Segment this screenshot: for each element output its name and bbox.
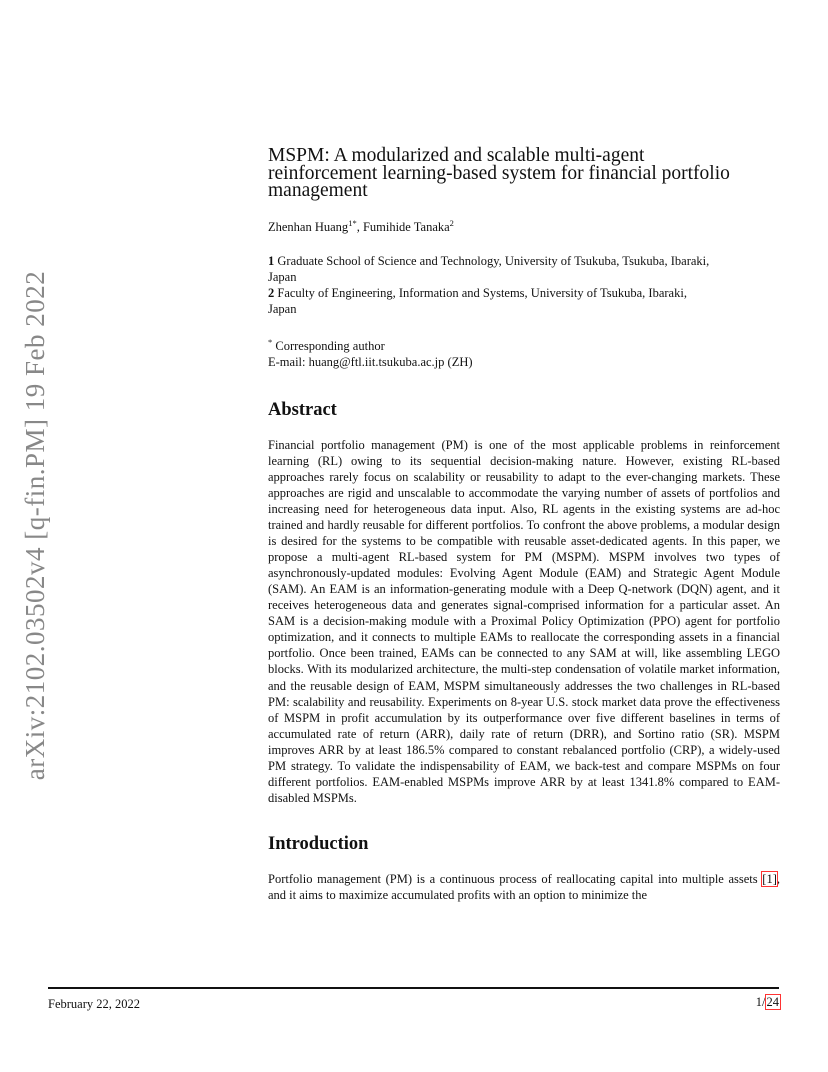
author-name: Zhenhan Huang: [268, 219, 349, 234]
corresponding-mark: *: [268, 336, 273, 347]
introduction-heading: Introduction: [268, 833, 369, 854]
arxiv-identifier-text: arXiv:2102.03502v4 [q-fin.PM] 19 Feb 2022: [20, 270, 51, 780]
affiliation-item: [268, 285, 780, 317]
corresponding-author-note: [268, 334, 780, 354]
affiliation-text-continued: Japan: [268, 301, 297, 316]
page-content: [268, 147, 780, 915]
affiliation-number: 1: [268, 253, 275, 268]
author-name: Fumihide Tanaka: [362, 219, 450, 234]
introduction-text: Portfolio management (PM) is a continuous process of reallocating capital into multiple assets: [268, 871, 763, 886]
author-affiliation-mark: 1*: [348, 217, 357, 228]
affiliation-item: [268, 253, 780, 285]
paper-title: [268, 147, 780, 200]
author-list: [268, 218, 780, 235]
corresponding-email: E-mail: huang@ftl.iit.tsukuba.ac.jp (ZH): [268, 354, 473, 369]
footer-divider: [48, 987, 779, 989]
author-separator: ,: [356, 219, 363, 234]
arxiv-identifier: [16, 265, 56, 785]
title-line-3: management: [268, 180, 368, 201]
affiliation-number: 2: [268, 285, 275, 300]
page-current: 1/: [755, 995, 766, 1009]
abstract-body: Financial portfolio management (PM) is one of the most applicable problems in reinforcement learning (RL) owing to its sequential decision-making nature. However, existing RL-based approaches rarely focus on scalability or reusability to adapt to the ever-changing markets. These approaches are rigid and unscalable to accommodate the varying number of assets of portfolios and increasing need for heterogeneous data input. Also, RL agents in the existing systems are ad-hoc trained and hardly reusable for different portfolios. To confront the above problems, a modular design is desired for the systems to be compatible with reusable asset-dedicated agents. In this paper, we propose a multi-agent RL-based system for PM (MSPM). MSPM involves two types of asynchronously-updated modules: Evolving Agent Module (EAM) and Strategic Agent Module (SAM). An EAM is an information-generating module with a Deep Q-network (DQN) agent, and it receives heterogeneous data and generates signal-comprised information for a particular asset. An SAM is a decision-making module with a Proximal Policy Optimization (PPO) agent for portfolio optimization, and it connects to multiple EAMs to reallocate the corresponding assets in a financial portfolio. Once been trained, EAMs can be connected to any SAM at will, like assembling LEGO blocks. With its modularized architecture, the multi-step condensation of volatile market information, and the reusable design of EAM, MSPM simultaneously addresses the two challenges in RL-based PM: scalability and reusability. Experiments on 8-year U.S. stock market data prove the effectiveness of MSPM in profit accumulation by its outperformance over five different baselines in terms of accumulated rate of return (ARR), daily rate of return (DRR), and Sortino ratio (SR). MSPM improves ARR by at least 186.5% compared to constant rebalanced portfolio (CRP), a widely-used PM strategy. To validate the indispensability of EAM, we back-test and compare MSPMs on four different portfolios. EAM-enabled MSPMs improve ARR by at least 1341.8% compared to EAM-disabled MSPMs.: [268, 437, 780, 805]
affiliation-text: Faculty of Engineering, Information and Systems, University of Tsukuba, Ibaraki,: [274, 285, 687, 300]
abstract-heading: Abstract: [268, 399, 337, 420]
affiliation-text-continued: Japan: [268, 269, 297, 284]
introduction-body: [268, 871, 780, 903]
page-number: [756, 995, 780, 1010]
page-total-link[interactable]: 24: [766, 995, 779, 1009]
introduction-text-continued: , and it aims to maximize accumulated profits with an option to minimize the: [268, 871, 780, 902]
corresponding-label: Corresponding author: [272, 338, 385, 353]
title-line-2: reinforcement learning-based system for financial portfolio: [268, 162, 730, 184]
author-affiliation-mark: 2: [449, 217, 454, 228]
correspondence-block: [268, 334, 780, 370]
affiliation-text: Graduate School of Science and Technology, University of Tsukuba, Tsukuba, Ibaraki,: [274, 253, 710, 268]
citation-link[interactable]: [1]: [762, 871, 777, 886]
footer-date: February 22, 2022: [48, 997, 140, 1011]
affiliation-list: [268, 253, 780, 317]
title-line-1: MSPM: A modularized and scalable multi-agent: [268, 145, 645, 166]
